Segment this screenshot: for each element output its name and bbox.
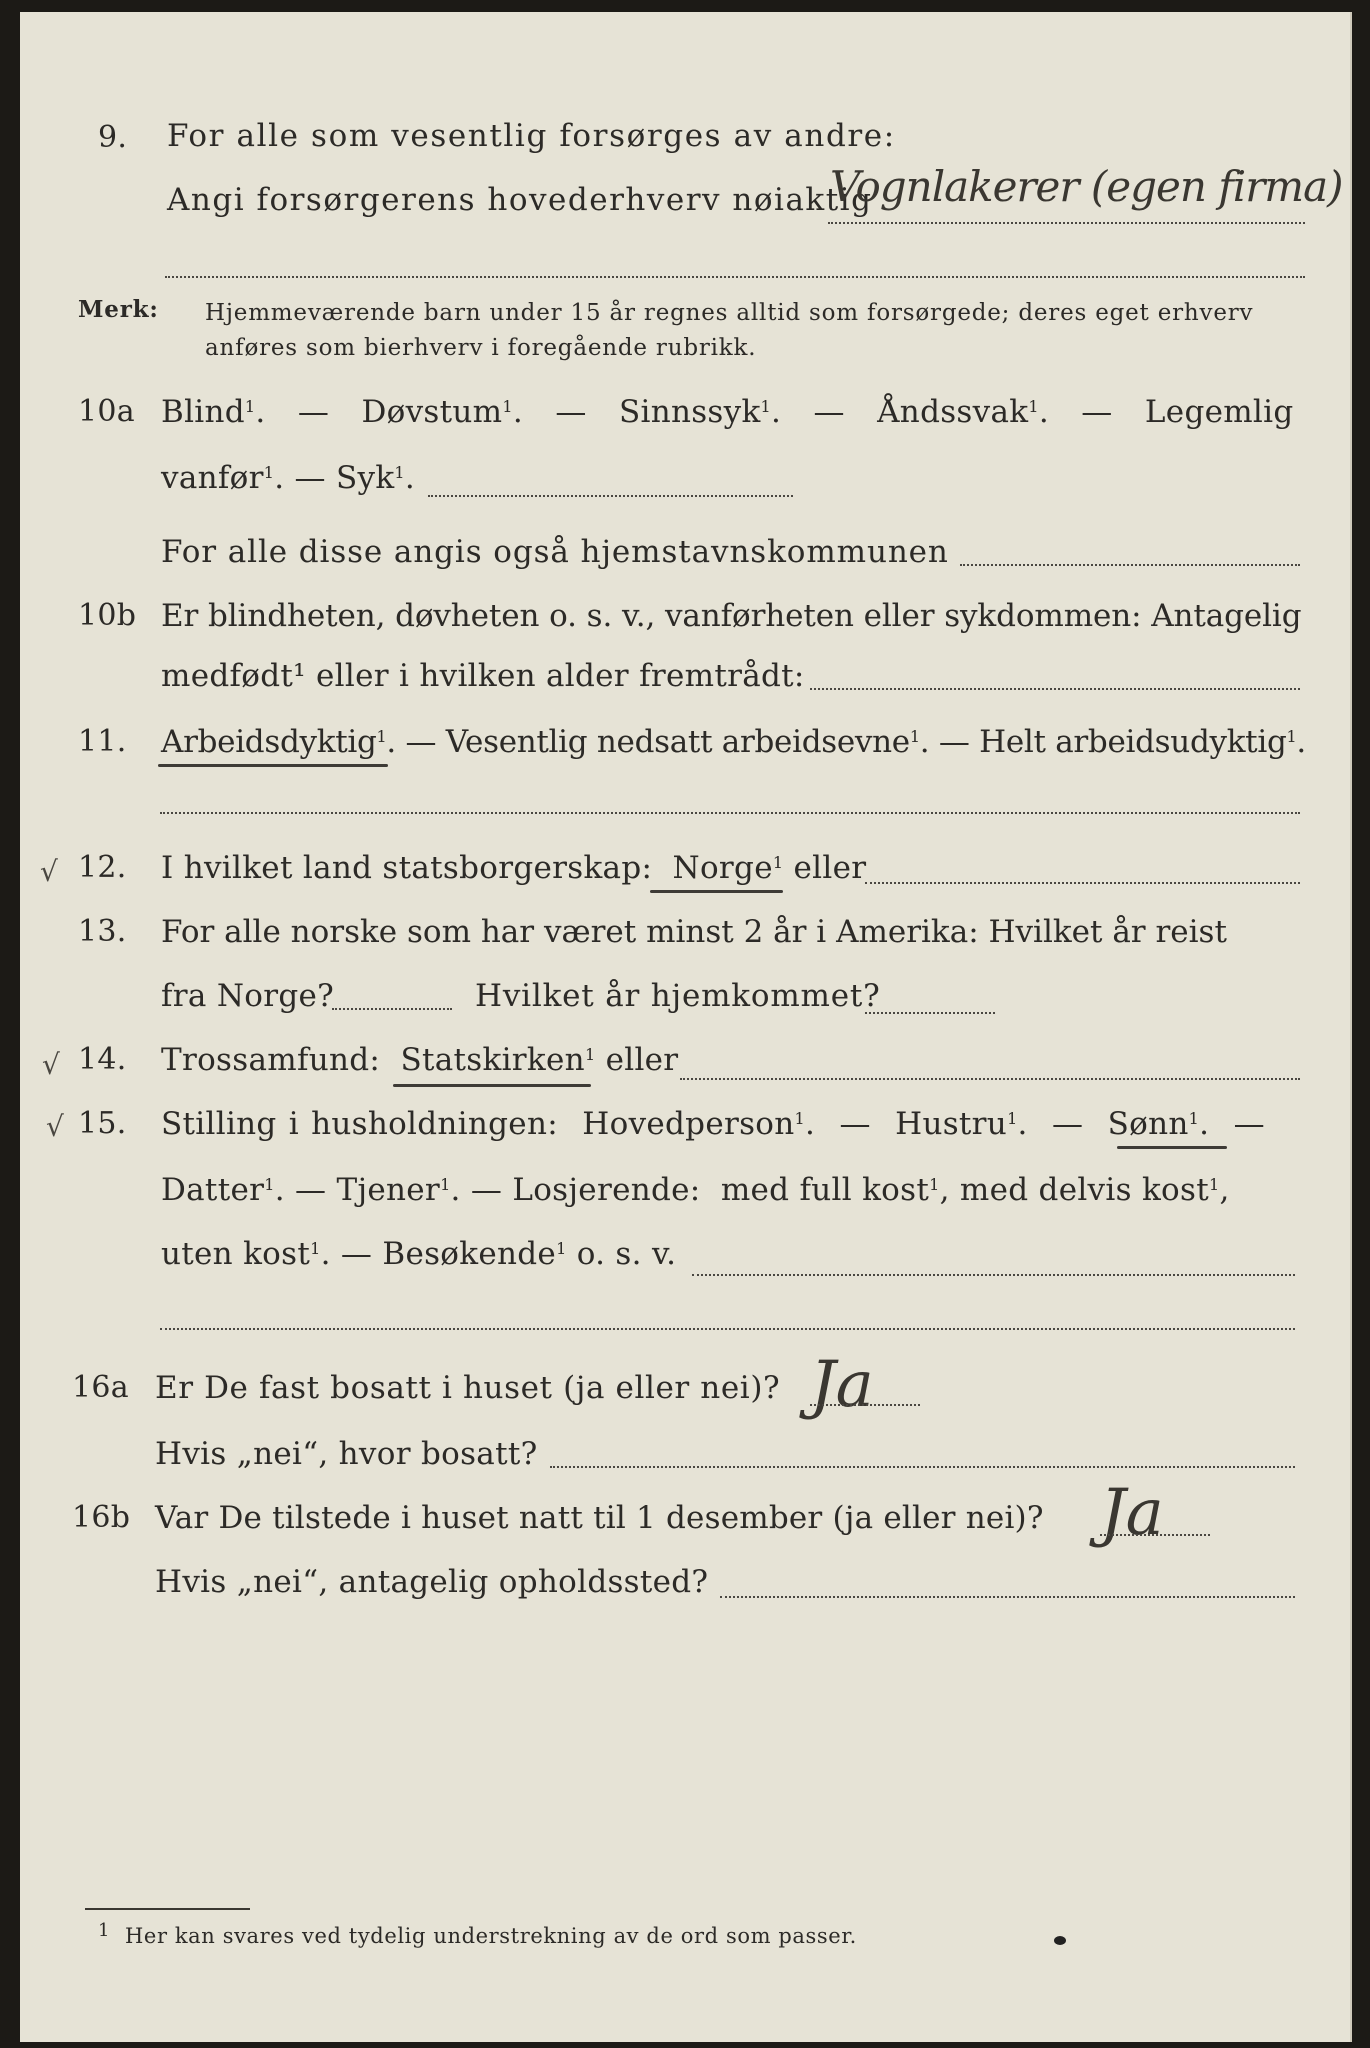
option-full-kost[interactable]: med full kost (720, 1172, 930, 1208)
option-sinnssyk[interactable]: Sinnssyk (618, 394, 761, 430)
q10b-number: 10b (78, 598, 137, 633)
q11-line1: Arbeidsdyktig$^1$. — Vesentlig nedsatt arbeidsevne$^1$. — Helt arbeidsudyktig$^1$. (161, 724, 1306, 760)
q15-line3-fill[interactable] (692, 1274, 1295, 1276)
q14-underline-statskirken (393, 1084, 591, 1087)
q12-fill[interactable] (865, 882, 1300, 884)
q14-line: Trossamfund: Statskirken$^1$ eller (161, 1042, 679, 1078)
option-tjener[interactable]: Tjener (336, 1172, 441, 1208)
q15-checkmark: √ (46, 1110, 64, 1143)
q15-underline-sonn (1117, 1146, 1227, 1149)
ink-blot (1054, 1936, 1066, 1945)
q9-line1: For alle som vesentlig forsørges av andre: (167, 118, 896, 154)
q10a-number: 10a (78, 394, 135, 429)
footnote-text: Her kan svares ved tydelig understrekning av de ord som passer. (125, 1924, 857, 1948)
q12-underline-norge (650, 890, 783, 893)
q9-handwritten-answer: Vognlakerer (egen firma) (830, 162, 1343, 211)
option-delvis-kost[interactable]: med delvis kost (959, 1172, 1209, 1208)
merk-line2: anføres som bierhverv i foregående rubrikk. (205, 335, 757, 361)
option-sonn[interactable]: Sønn (1107, 1106, 1189, 1142)
q11-underline-arbeidsdyktig (158, 764, 388, 767)
q15-number: 15. (78, 1106, 127, 1141)
q9-line2: Angi forsørgerens hovederhverv nøiaktig (167, 182, 873, 218)
q13-line1: For alle norske som har været minst 2 år i Amerika: Hvilket år reist (161, 914, 1227, 950)
option-andssvak[interactable]: Åndssvak (877, 394, 1029, 430)
q9-answer-line2 (165, 276, 1305, 278)
q16a-line2: Hvis „nei“, hvor bosatt? (155, 1436, 538, 1472)
option-arbeidsdyktig[interactable]: Arbeidsdyktig (161, 724, 377, 760)
q10a-line1: Blind$^1$. — Døvstum$^1$. — Sinnssyk$^1$. — Åndssvak$^1$. — Legemlig (161, 394, 1294, 430)
option-vanfor[interactable]: vanfør (161, 460, 264, 496)
q15-line4-fill (160, 1328, 1295, 1330)
q16b-line1: Var De tilstede i huset natt til 1 desember (ja eller nei)? (155, 1500, 1044, 1536)
q11-number: 11. (78, 724, 127, 759)
q15-question: Stilling i husholdningen: (161, 1106, 558, 1142)
q14-number: 14. (78, 1042, 127, 1077)
q9-number: 9. (98, 120, 128, 155)
q16a-answer-line (810, 1404, 920, 1406)
footnote-rule (85, 1908, 250, 1910)
census-form-page (20, 12, 1352, 2042)
q13-number: 13. (78, 914, 127, 949)
q11-line2-fill (160, 812, 1300, 814)
q16b-handwritten-answer: Ja (1100, 1476, 1164, 1550)
q12-number: 12. (78, 850, 127, 885)
q15-osv: o. s. v. (576, 1236, 677, 1272)
option-datter[interactable]: Datter (161, 1172, 265, 1208)
option-statskirken[interactable]: Statskirken (400, 1042, 585, 1078)
q14-question: Trossamfund: (161, 1042, 381, 1078)
option-uten-kost[interactable]: uten kost (161, 1236, 311, 1272)
q13-reist-fill[interactable] (332, 1008, 452, 1010)
q15-line3: uten kost$^1$. — Besøkende$^1$ o. s. v. (161, 1236, 677, 1272)
option-dovstum[interactable]: Døvstum (361, 394, 503, 430)
option-hovedperson[interactable]: Hovedperson (582, 1106, 795, 1142)
q16b-line2-fill[interactable] (720, 1596, 1295, 1598)
q10a-line2: vanfør$^1$. — Syk$^1$. (161, 460, 416, 496)
option-arbeidsudyktig[interactable]: Helt arbeidsudyktig (979, 724, 1287, 760)
q13-line2b: Hvilket år hjemkommet? (475, 978, 881, 1014)
q10b-line2-fill[interactable] (810, 688, 1300, 690)
merk-label: Merk: (78, 296, 159, 323)
option-legemlig[interactable]: Legemlig (1144, 394, 1294, 430)
q9-answer-line1 (828, 222, 1305, 224)
q16b-line2: Hvis „nei“, antagelig opholdssted? (155, 1564, 709, 1600)
q14-eller: eller (605, 1042, 679, 1078)
q10a-line2-fill (428, 495, 793, 497)
q12-eller: eller (793, 850, 867, 886)
option-nedsatt-arbeidsevne[interactable]: Vesentlig nedsatt arbeidsevne (445, 724, 910, 760)
option-losjerende[interactable]: Losjerende: (512, 1172, 701, 1208)
option-syk[interactable]: Syk (335, 460, 395, 496)
q10a-line3-fill[interactable] (960, 564, 1300, 566)
q14-checkmark: √ (42, 1048, 60, 1081)
q12-question: I hvilket land statsborgerskap: (161, 850, 653, 886)
merk-line1: Hjemmeværende barn under 15 år regnes alltid som forsørgede; deres eget erhverv (205, 300, 1254, 326)
q16a-number: 16a (72, 1370, 129, 1405)
q12-line: I hvilket land statsborgerskap: Norge$^1$ eller (161, 850, 867, 886)
q12-checkmark: √ (40, 855, 58, 888)
option-blind[interactable]: Blind (161, 394, 245, 430)
q16a-line2-fill[interactable] (550, 1466, 1295, 1468)
option-norge[interactable]: Norge (672, 850, 773, 886)
q16b-answer-line (1100, 1534, 1210, 1536)
q10a-line3: For alle disse angis også hjemstavnskommunen (161, 534, 949, 570)
q13-hjemkommet-fill[interactable] (865, 1012, 995, 1014)
q10b-line2: medfødt¹ eller i hvilken alder fremtrådt: (161, 658, 805, 694)
q15-line1: Stilling i husholdningen: Hovedperson$^1$. — Hustru$^1$. — Sønn$^1$. — (161, 1106, 1265, 1142)
option-hustru[interactable]: Hustru (895, 1106, 1008, 1142)
q16a-line1: Er De fast bosatt i huset (ja eller nei)? (155, 1370, 781, 1406)
q16b-number: 16b (72, 1500, 131, 1535)
q16a-handwritten-answer: Ja (810, 1348, 874, 1422)
q13-line2a: fra Norge? (161, 978, 335, 1014)
q14-fill[interactable] (680, 1078, 1300, 1080)
footnote-marker: 1 (98, 1920, 111, 1941)
q10b-line1: Er blindheten, døvheten o. s. v., vanførheten eller sykdommen: Antagelig (161, 598, 1302, 634)
q15-line2: Datter$^1$. — Tjener$^1$. — Losjerende: med full kost$^1$, med delvis kost$^1$, (161, 1172, 1230, 1208)
option-besokende[interactable]: Besøkende (382, 1236, 557, 1272)
